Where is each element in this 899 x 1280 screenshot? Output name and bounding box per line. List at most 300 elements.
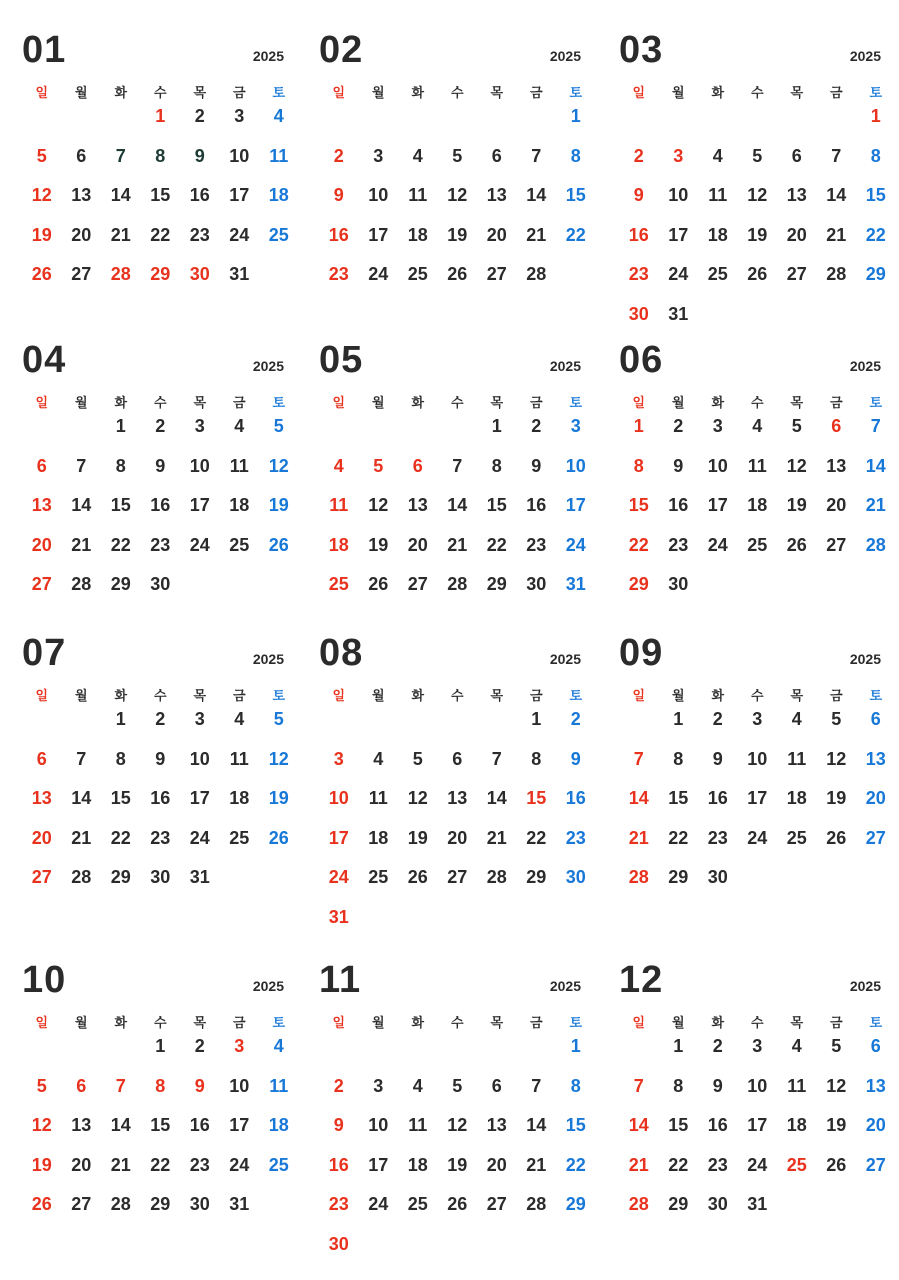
empty-cell [62,707,102,747]
day-cell: 27 [31,574,52,594]
day-cell: 20 [71,1154,92,1175]
day-cell: 22 [565,1154,586,1175]
day-cell: 23 [189,224,210,245]
weekday-label: 토 [569,395,583,410]
day-cell: 27 [786,264,807,284]
weekday-label: 화 [711,1015,725,1030]
day-cell: 16 [565,788,586,808]
day-cell: 7 [633,1075,644,1096]
day-cell: 9 [333,185,344,205]
weekday-header [319,392,596,411]
day-cell: 16 [189,1115,210,1135]
empty-cell [101,104,141,144]
day-cell: 1 [531,709,542,729]
day-cell: 10 [565,455,586,476]
weekday-label: 일 [632,1015,646,1030]
day-cell: 27 [447,867,468,887]
weekday-label: 토 [272,1015,286,1030]
day-cell: 11 [708,185,728,205]
day-cell: 11 [229,455,249,476]
day-cell: 26 [747,264,768,284]
day-cell: 19 [268,788,289,808]
day-cell: 10 [747,748,768,769]
empty-cell [359,414,399,454]
day-cell: 25 [268,224,289,245]
day-cell: 13 [865,748,886,769]
day-cell: 22 [565,224,586,245]
month-number: 08 [319,632,364,674]
day-cell: 19 [368,534,389,555]
day-cell: 6 [870,1036,881,1056]
weekday-label: 화 [711,688,725,703]
weekday-label: 일 [632,85,646,100]
day-cell: 18 [786,1115,807,1135]
day-cell: 17 [368,1154,389,1175]
weekday-label: 금 [829,85,843,100]
day-cell: 18 [407,224,428,245]
day-cell: 9 [194,145,205,166]
day-cell: 12 [826,748,847,769]
day-cell: 4 [333,455,344,476]
day-cell: 14 [110,1115,131,1135]
weekday-label: 화 [411,85,425,100]
day-cell: 20 [865,1115,886,1135]
day-cell: 26 [268,827,289,848]
weekday-label: 일 [332,85,346,100]
day-cell: 21 [826,224,847,245]
day-cell: 15 [565,185,586,205]
weekday-label: 화 [114,395,128,410]
day-cell: 20 [486,224,507,245]
day-cell: 19 [786,495,807,515]
day-cell: 15 [526,788,547,808]
day-cell: 5 [791,416,802,436]
day-grid [619,707,896,905]
day-cell: 27 [486,1194,507,1214]
day-cell: 2 [570,709,581,729]
day-cell: 6 [491,1075,502,1096]
day-cell: 7 [452,455,463,476]
day-cell: 22 [486,534,507,555]
weekday-label: 일 [632,688,646,703]
weekday-label: 화 [411,1015,425,1030]
day-cell: 10 [189,455,210,476]
day-cell: 11 [229,748,249,769]
day-cell: 15 [486,495,507,515]
weekday-label: 금 [829,688,843,703]
day-cell: 21 [628,1154,649,1175]
day-cell: 15 [110,495,131,515]
day-cell: 18 [268,1115,289,1135]
day-cell: 31 [328,906,349,927]
empty-cell [619,1034,659,1074]
day-cell: 5 [752,145,763,166]
weekday-label: 수 [750,1015,764,1030]
day-cell: 23 [707,827,728,848]
day-cell: 8 [155,145,166,166]
day-cell: 26 [826,1154,847,1175]
month-number: 11 [319,959,362,1001]
day-cell: 11 [787,1075,807,1096]
empty-cell [319,1034,359,1074]
day-cell: 7 [491,748,502,769]
day-cell: 19 [826,1115,847,1135]
day-cell: 29 [110,574,131,594]
day-cell: 2 [194,1036,205,1056]
weekday-label: 수 [153,85,167,100]
weekday-label: 수 [750,85,764,100]
day-cell: 28 [526,264,547,284]
year-label: 2025 [549,358,581,374]
day-cell: 15 [150,185,171,205]
day-cell: 28 [110,264,131,284]
weekday-label: 월 [671,688,685,703]
day-cell: 15 [150,1115,171,1135]
day-cell: 26 [826,827,847,848]
day-cell: 18 [707,224,728,245]
day-cell: 16 [328,1154,349,1175]
day-cell: 19 [447,224,468,245]
day-grid [619,1034,896,1232]
day-cell: 27 [865,827,886,848]
weekday-label: 수 [750,395,764,410]
year-label: 2025 [252,48,284,64]
day-cell: 12 [786,455,807,476]
day-cell: 1 [673,709,684,729]
day-cell: 21 [71,827,92,848]
day-cell: 9 [712,748,723,769]
weekday-label: 목 [790,688,804,703]
day-cell: 27 [71,264,92,284]
day-cell: 21 [110,224,131,245]
month-05 [319,340,589,650]
year-label: 2025 [252,358,284,374]
month-02 [319,30,589,340]
day-cell: 25 [407,264,428,284]
day-cell: 16 [628,224,649,245]
empty-cell [619,707,659,747]
day-cell: 6 [76,145,87,166]
day-grid [619,414,896,612]
weekday-label: 토 [569,85,583,100]
day-cell: 8 [870,145,881,166]
day-cell: 1 [115,709,126,729]
day-cell: 14 [628,788,649,808]
empty-cell [438,707,478,747]
day-cell: 21 [628,827,649,848]
month-11 [319,960,589,1270]
day-cell: 30 [628,303,649,324]
day-cell: 7 [870,416,881,436]
day-cell: 23 [328,264,349,284]
day-cell: 14 [71,495,92,515]
day-cell: 19 [31,1154,52,1175]
day-cell: 14 [826,185,847,205]
day-cell: 30 [668,574,689,594]
empty-cell [359,104,399,144]
day-cell: 9 [633,185,644,205]
day-cell: 2 [633,145,644,166]
empty-cell [477,104,517,144]
day-cell: 4 [791,709,802,729]
day-cell: 30 [189,1194,210,1214]
empty-cell [22,707,62,747]
year-label: 2025 [849,358,881,374]
day-cell: 2 [712,1036,723,1056]
month-07 [22,633,292,943]
day-cell: 3 [712,416,723,436]
weekday-label: 토 [869,85,883,100]
day-cell: 14 [526,1115,547,1135]
day-cell: 3 [673,145,684,166]
empty-cell [319,707,359,747]
day-cell: 1 [155,106,166,126]
month-10 [22,960,292,1270]
empty-cell [101,1034,141,1074]
day-cell: 6 [452,748,463,769]
weekday-label: 일 [332,395,346,410]
day-cell: 27 [407,574,428,594]
day-cell: 23 [526,534,547,555]
day-cell: 10 [668,185,689,205]
day-cell: 17 [189,788,210,808]
day-cell: 13 [447,788,468,808]
day-cell: 9 [333,1115,344,1135]
day-cell: 5 [412,748,423,769]
day-cell: 11 [329,495,349,515]
day-cell: 3 [373,145,384,166]
day-cell: 25 [268,1154,289,1175]
weekday-label: 수 [153,1015,167,1030]
weekday-label: 목 [490,395,504,410]
day-cell: 11 [408,1115,428,1135]
day-cell: 16 [526,495,547,515]
empty-cell [438,104,478,144]
day-cell: 19 [447,1154,468,1175]
day-cell: 18 [368,827,389,848]
day-cell: 1 [115,416,126,436]
weekday-label: 목 [193,85,207,100]
weekday-label: 일 [632,395,646,410]
day-cell: 13 [486,185,507,205]
day-cell: 7 [633,748,644,769]
weekday-label: 화 [411,688,425,703]
day-cell: 11 [408,185,428,205]
day-cell: 30 [565,867,586,887]
day-cell: 26 [368,574,389,594]
day-cell: 1 [633,416,644,436]
weekday-label: 목 [193,1015,207,1030]
day-cell: 9 [155,748,166,769]
month-number: 07 [22,632,67,674]
weekday-label: 금 [232,688,246,703]
day-cell: 10 [229,1075,250,1096]
day-cell: 25 [328,574,349,594]
day-cell: 31 [229,1194,250,1214]
day-cell: 29 [565,1194,586,1214]
weekday-label: 월 [371,85,385,100]
day-cell: 5 [373,455,384,476]
day-cell: 20 [826,495,847,515]
month-number: 04 [22,339,67,381]
year-label: 2025 [849,651,881,667]
weekday-label: 화 [114,1015,128,1030]
day-cell: 25 [229,534,250,555]
day-cell: 9 [712,1075,723,1096]
day-cell: 3 [234,106,245,126]
weekday-header [619,392,896,411]
day-cell: 9 [673,455,684,476]
day-cell: 26 [447,264,468,284]
empty-cell [438,1034,478,1074]
weekday-label: 월 [371,688,385,703]
day-cell: 3 [194,416,205,436]
day-cell: 11 [787,748,807,769]
empty-cell [319,414,359,454]
day-grid [22,1034,299,1232]
day-cell: 29 [110,867,131,887]
day-cell: 13 [71,185,92,205]
day-cell: 5 [36,145,47,166]
day-cell: 31 [189,867,210,887]
day-cell: 8 [531,748,542,769]
day-cell: 21 [486,827,507,848]
weekday-label: 월 [671,85,685,100]
day-cell: 14 [486,788,507,808]
day-cell: 3 [194,709,205,729]
day-cell: 14 [447,495,468,515]
day-cell: 16 [150,788,171,808]
day-cell: 28 [447,574,468,594]
month-number: 02 [319,29,364,71]
day-cell: 1 [155,1036,166,1056]
empty-cell [398,414,438,454]
weekday-header [319,685,596,704]
day-cell: 9 [194,1075,205,1096]
weekday-label: 수 [450,688,464,703]
day-cell: 9 [155,455,166,476]
day-cell: 1 [570,1036,581,1056]
weekday-label: 월 [74,85,88,100]
day-cell: 24 [328,867,349,887]
weekday-label: 수 [153,395,167,410]
day-cell: 3 [333,748,344,769]
empty-cell [22,104,62,144]
month-04 [22,340,292,650]
day-cell: 9 [570,748,581,769]
day-cell: 4 [791,1036,802,1056]
day-cell: 18 [268,185,289,205]
day-cell: 24 [189,534,210,555]
day-grid [22,414,299,612]
day-cell: 3 [752,709,763,729]
day-cell: 16 [328,224,349,245]
day-grid [319,414,596,612]
weekday-label: 금 [829,1015,843,1030]
month-12 [619,960,889,1270]
day-cell: 29 [150,1194,171,1214]
day-cell: 30 [526,574,547,594]
month-08 [319,633,589,943]
day-cell: 27 [71,1194,92,1214]
weekday-label: 수 [450,85,464,100]
day-cell: 27 [31,867,52,887]
empty-cell [777,104,817,144]
weekday-label: 금 [232,85,246,100]
day-cell: 22 [110,827,131,848]
weekday-label: 금 [529,1015,543,1030]
month-number: 01 [22,29,67,71]
day-cell: 3 [752,1036,763,1056]
day-cell: 8 [115,748,126,769]
day-cell: 26 [407,867,428,887]
weekday-label: 토 [869,395,883,410]
day-cell: 12 [747,185,768,205]
day-cell: 8 [570,1075,581,1096]
month-number: 03 [619,29,664,71]
day-cell: 15 [110,788,131,808]
day-cell: 8 [673,748,684,769]
weekday-label: 목 [490,85,504,100]
day-cell: 31 [668,303,689,324]
weekday-label: 수 [450,395,464,410]
day-cell: 15 [865,185,886,205]
day-cell: 12 [447,1115,468,1135]
day-cell: 25 [229,827,250,848]
weekday-label: 금 [529,688,543,703]
weekday-header [22,685,299,704]
day-cell: 3 [234,1036,245,1056]
day-cell: 21 [865,495,886,515]
weekday-label: 일 [35,395,49,410]
empty-cell [359,707,399,747]
day-cell: 30 [150,867,171,887]
day-cell: 17 [668,224,689,245]
day-cell: 7 [531,145,542,166]
day-cell: 4 [273,1036,284,1056]
day-cell: 14 [110,185,131,205]
weekday-label: 화 [411,395,425,410]
empty-cell [62,104,102,144]
day-cell: 29 [526,867,547,887]
day-cell: 17 [747,1115,768,1135]
day-cell: 23 [328,1194,349,1214]
day-cell: 16 [707,1115,728,1135]
day-cell: 28 [826,264,847,284]
month-03 [619,30,889,340]
day-cell: 7 [831,145,842,166]
day-cell: 23 [189,1154,210,1175]
day-cell: 15 [565,1115,586,1135]
year-label: 2025 [549,48,581,64]
day-cell: 22 [668,1154,689,1175]
day-cell: 31 [565,574,586,594]
day-cell: 21 [526,224,547,245]
weekday-label: 화 [114,85,128,100]
day-cell: 23 [707,1154,728,1175]
weekday-header [22,392,299,411]
day-cell: 23 [150,827,171,848]
day-cell: 12 [407,788,428,808]
day-cell: 21 [447,534,468,555]
day-cell: 22 [628,534,649,555]
empty-cell [738,104,778,144]
year-label: 2025 [849,48,881,64]
day-cell: 24 [229,224,250,245]
day-cell: 14 [628,1115,649,1135]
day-cell: 19 [268,495,289,515]
day-cell: 26 [268,534,289,555]
